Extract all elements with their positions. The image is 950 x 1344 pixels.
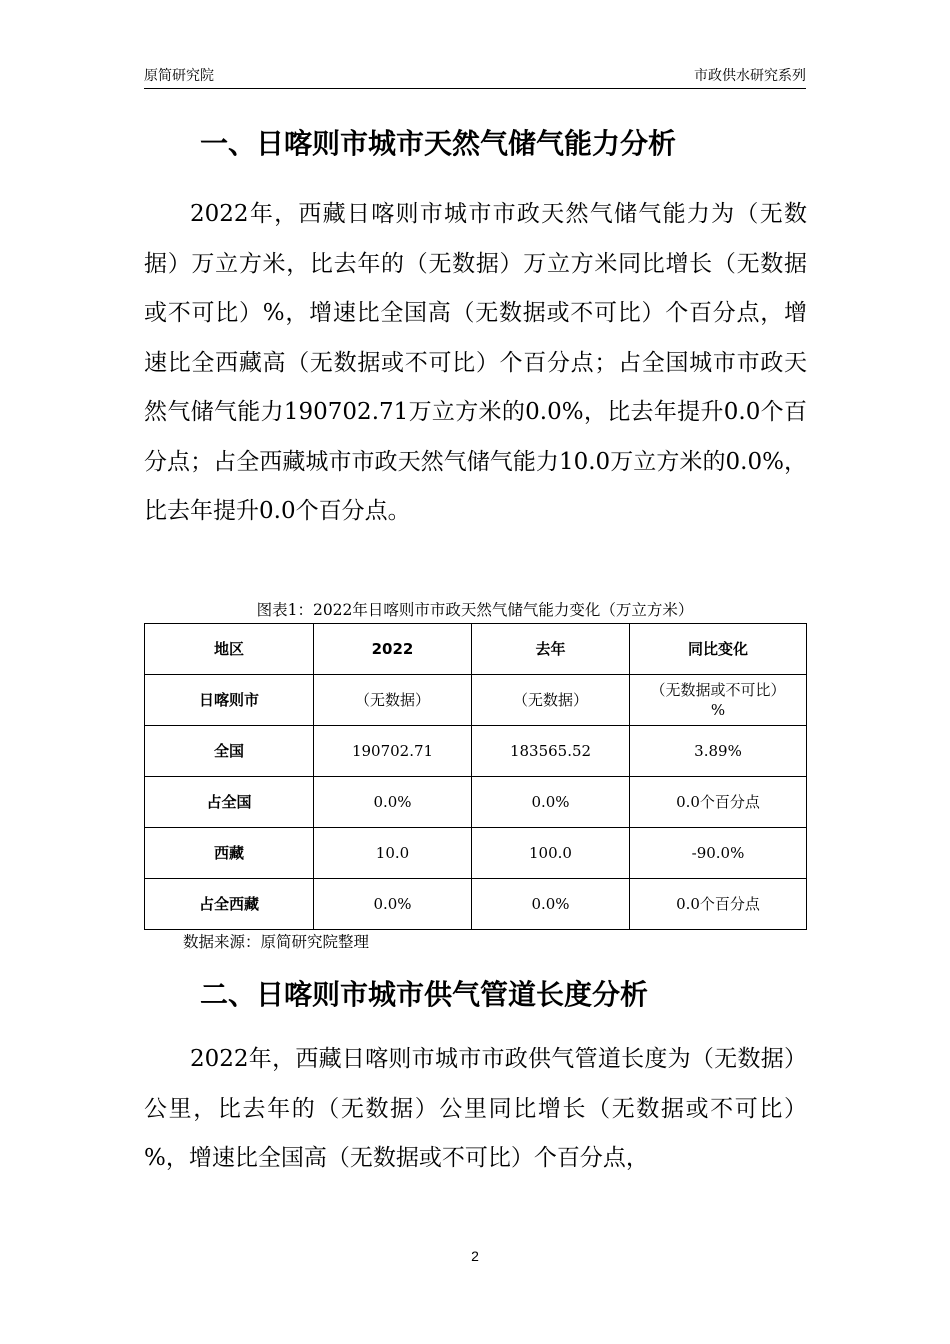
row-label: 占全西藏 xyxy=(145,879,314,930)
table-source-note: 数据来源：原简研究院整理 xyxy=(183,933,370,951)
storage-capacity-table xyxy=(144,623,807,930)
section-2-heading: 二、日喀则市城市供气管道长度分析 xyxy=(200,978,649,1011)
table-cell: 190702.71 xyxy=(314,726,472,777)
table-cell: -90.0% xyxy=(630,828,807,879)
row-label: 西藏 xyxy=(145,828,314,879)
table-cell: 0.0% xyxy=(472,879,630,930)
section-1-paragraph: 2022年，西藏日喀则市城市市政天然气储气能力为（无数据）万立方米，比去年的（无数据）万立方米同比增长（无数据或不可比）%，增速比全国高（无数据或不可比）个百分点，增速比全西藏高（无数据或不可比）个百分点；占全国城市市政天然气储气能力190702.71万立方米的0.0%，比去年提升0.0个百分点；占全西藏城市市政天然气储气能力10.0万立方米的0.0%，比去年提升0.0个百分点。 xyxy=(144,201,807,524)
section-2-paragraph: 2022年，西藏日喀则市城市市政供气管道长度为（无数据）公里，比去年的（无数据）公里同比增长（无数据或不可比）%，增速比全国高（无数据或不可比）个百分点， xyxy=(144,1046,807,1171)
section-1-heading: 一、日喀则市城市天然气储气能力分析 xyxy=(200,127,677,160)
table-row xyxy=(145,777,807,828)
page-number: 2 xyxy=(471,1248,479,1264)
table-cell: 0.0% xyxy=(314,879,472,930)
table-row xyxy=(145,675,807,726)
table-row xyxy=(145,828,807,879)
table-row xyxy=(145,726,807,777)
row-label: 占全国 xyxy=(145,777,314,828)
header-series-title: 市政供水研究系列 xyxy=(694,67,806,83)
table-cell: （无数据或不可比）% xyxy=(630,675,807,726)
table-cell: 0.0个百分点 xyxy=(630,777,807,828)
table-cell: （无数据） xyxy=(472,675,630,726)
table-header-row xyxy=(145,624,807,675)
row-label: 全国 xyxy=(145,726,314,777)
table-cell: 0.0% xyxy=(314,777,472,828)
table-cell: （无数据） xyxy=(314,675,472,726)
table-cell: 0.0个百分点 xyxy=(630,879,807,930)
header-divider xyxy=(144,88,806,89)
table-cell: 183565.52 xyxy=(472,726,630,777)
column-header: 同比变化 xyxy=(630,624,807,675)
table-cell: 100.0 xyxy=(472,828,630,879)
table-cell: 10.0 xyxy=(314,828,472,879)
table-cell: 3.89% xyxy=(630,726,807,777)
column-header: 地区 xyxy=(145,624,314,675)
header-organization: 原简研究院 xyxy=(144,67,214,83)
table-row xyxy=(145,879,807,930)
row-label: 日喀则市 xyxy=(145,675,314,726)
table-caption: 图表1：2022年日喀则市市政天然气储气能力变化（万立方米） xyxy=(256,601,694,619)
column-header: 2022 xyxy=(314,624,472,675)
column-header: 去年 xyxy=(472,624,630,675)
table-cell: 0.0% xyxy=(472,777,630,828)
